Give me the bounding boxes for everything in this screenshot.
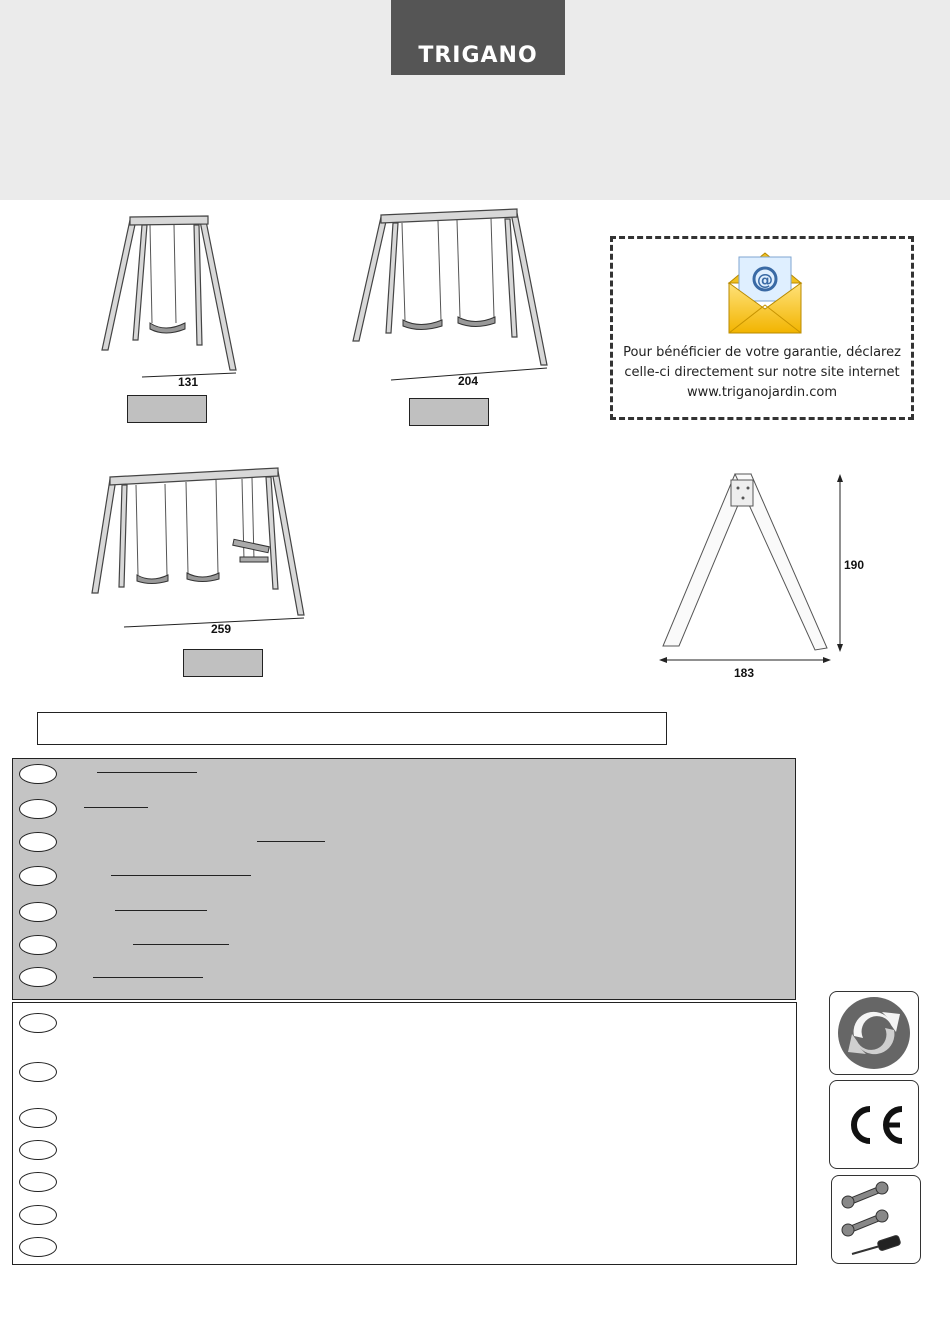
double-swing-reference-box — [409, 398, 489, 426]
language-oval — [19, 832, 57, 852]
underline — [115, 910, 207, 911]
brand-logo — [391, 0, 565, 75]
envelope-at-icon — [725, 243, 805, 339]
warranty-line-1: Pour bénéficier de votre garantie, déclarez — [623, 345, 901, 360]
underline — [133, 944, 229, 945]
triple-swing-width: 259 — [211, 622, 232, 636]
white-language-table — [12, 1002, 797, 1265]
warranty-url: www.triganojardin.com — [687, 385, 837, 400]
language-oval — [19, 935, 57, 955]
language-oval — [19, 866, 57, 886]
language-oval — [19, 799, 57, 819]
double-swing-width: 204 — [458, 374, 479, 388]
a-frame-dimension-diagram — [655, 466, 855, 666]
frame-width-label: 183 — [734, 666, 755, 680]
underline — [97, 772, 197, 773]
language-oval — [19, 1140, 57, 1160]
warranty-text — [613, 343, 911, 403]
underline — [257, 841, 325, 842]
language-oval — [19, 1237, 57, 1257]
language-oval — [19, 1172, 57, 1192]
svg-text:@: @ — [757, 270, 773, 289]
single-swing-reference-box — [127, 395, 207, 423]
language-oval — [19, 902, 57, 922]
grey-language-table — [12, 758, 796, 1000]
ce-mark-icon — [829, 1080, 919, 1169]
language-oval — [19, 1108, 57, 1128]
language-oval — [19, 1062, 57, 1082]
language-oval — [19, 967, 57, 987]
underline — [84, 807, 148, 808]
single-swing-illustration — [90, 205, 250, 395]
tools-icon — [831, 1175, 921, 1264]
frame-height-label: 190 — [844, 558, 865, 572]
triple-swing-illustration — [88, 465, 313, 635]
warranty-line-2: celle-ci directement sur notre site internet — [624, 365, 900, 380]
brand-name: TRIGANO — [418, 43, 538, 68]
triple-swing-reference-box — [183, 649, 263, 677]
underline — [93, 977, 203, 978]
double-swing-illustration — [345, 205, 555, 385]
underline — [111, 875, 251, 876]
warranty-notice — [610, 236, 914, 420]
single-swing-width: 131 — [178, 375, 199, 389]
green-dot-recycle-icon — [829, 991, 919, 1075]
language-oval — [19, 1013, 57, 1033]
empty-header-bar — [37, 712, 667, 745]
language-oval — [19, 1205, 57, 1225]
language-oval — [19, 764, 57, 784]
